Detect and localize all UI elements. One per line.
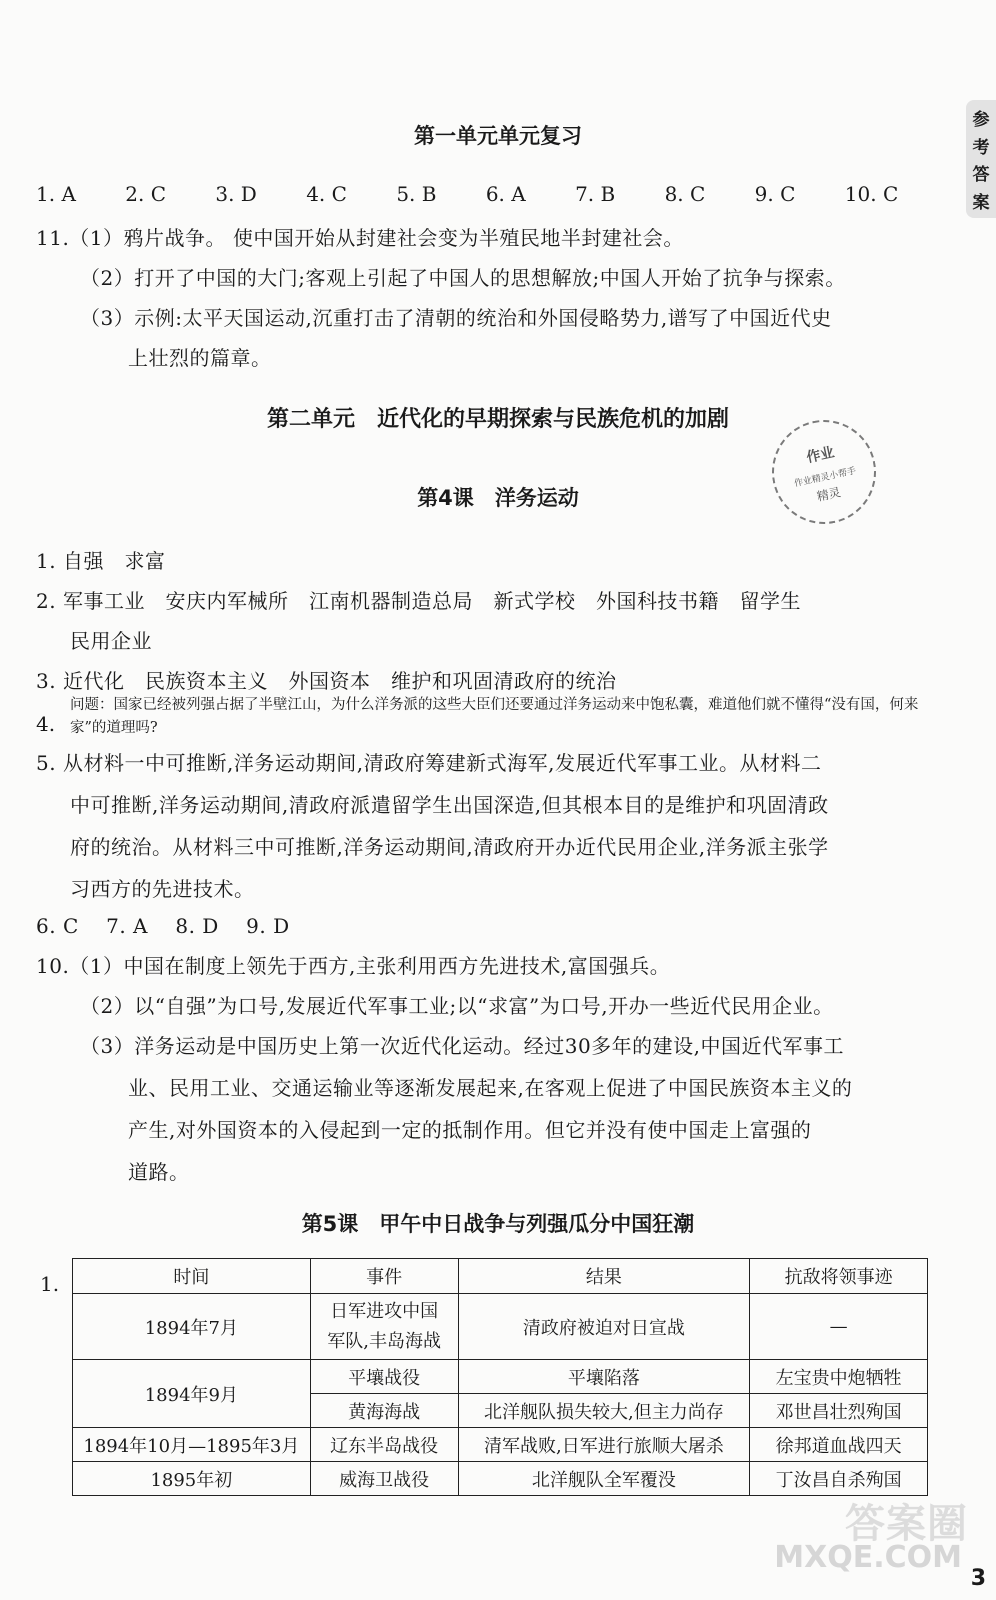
war-events-table (72, 1258, 928, 1496)
mcq-answer: 9. C (754, 182, 796, 206)
q11-part3-line2: 上壮烈的篇章。 (128, 346, 272, 370)
lesson4-q4-text: 问题：国家已经被列强占据了半壁江山，为什么洋务派的这些大臣们还要通过洋务运动来中饱私囊，难道他们就不懂得“没有国，何来家”的道理吗? (70, 697, 919, 736)
tab-char: 案 (972, 192, 990, 213)
lesson5-q1-number: 1. (40, 1272, 60, 1296)
tab-char: 考 (972, 137, 990, 158)
table-row (73, 1360, 928, 1394)
lesson4-q5-line4: 习西方的先进技术。 (70, 877, 255, 901)
cell-event: 辽东半岛战役 (310, 1428, 458, 1462)
lesson4-q5-line1: 5. 从材料一中可推断,洋务运动期间,清政府筹建新式海军,发展近代军事工业。从材料二 (36, 751, 822, 775)
lesson5-title: 第5课 甲午中日战争与列强瓜分中国狂潮 (301, 1212, 695, 1236)
mcq-answer: 10. C (844, 182, 899, 206)
page-number: 3 (970, 1566, 986, 1591)
cell-event-line: 军队,丰岛海战 (327, 1330, 442, 1352)
lesson4-q5-line3: 府的统治。从材料三中可推断,洋务运动期间,清政府开办近代民用企业,洋务派主张学 (70, 835, 829, 859)
cell-hero: 丁汝昌自杀殉国 (750, 1462, 928, 1496)
tab-char: 参 (972, 110, 990, 131)
table-header-row (73, 1259, 928, 1294)
lesson4-q10-part3-line3: 产生,对外国资本的入侵起到一定的抵制作用。但它并没有使中国走上富强的 (128, 1118, 812, 1142)
q11-part2: （2）打开了中国的大门;客观上引起了中国人的思想解放;中国人开始了抗争与探索。 (80, 266, 846, 290)
reference-answer-tab (966, 100, 996, 218)
cell-time: 1895年初 (73, 1462, 311, 1496)
watermark-url: MXQE.COM (774, 1540, 962, 1575)
cell-result: 清政府被迫对日宣战 (458, 1294, 750, 1360)
lesson4-q10-part3-line1: （3）洋务运动是中国历史上第一次近代化运动。经过30多年的建设,中国近代军事工 (80, 1034, 845, 1058)
lesson4-q5-line2: 中可推断,洋务运动期间,清政府派遣留学生出国深造,但其根本目的是维护和巩固清政 (70, 793, 829, 817)
lesson4-q2-line2: 民用企业 (70, 629, 152, 653)
header-time: 时间 (73, 1259, 311, 1294)
mcq-answer: 1. A (36, 182, 76, 206)
watermark-logo: 答案圈 (845, 1501, 968, 1547)
header-result: 结果 (458, 1259, 750, 1294)
cell-hero: — (750, 1294, 928, 1360)
cell-time: 1894年9月 (73, 1360, 311, 1428)
cell-event: 平壤战役 (310, 1360, 458, 1394)
cell-result: 北洋舰队全军覆没 (458, 1462, 750, 1496)
mcq-answer: 7. B (575, 182, 616, 206)
cell-time: 1894年10月—1895年3月 (73, 1428, 311, 1462)
cell-hero: 左宝贵中炮牺牲 (750, 1360, 928, 1394)
lesson4-q2-line1: 2. 军事工业 安庆内军械所 江南机器制造总局 新式学校 外国科技书籍 留学生 (36, 589, 801, 613)
mcq-answer: 5. B (396, 182, 437, 206)
stamp-text-bottom: 精灵 (815, 485, 842, 504)
stamp-text-top: 作业 (805, 444, 836, 467)
lesson4-q10-part3-line4: 道路。 (128, 1160, 190, 1184)
cell-event (310, 1294, 458, 1360)
cell-event-line: 日军进攻中国 (330, 1300, 439, 1322)
unit2-title: 第二单元 近代化的早期探索与民族危机的加剧 (266, 407, 729, 432)
table-row (73, 1428, 928, 1462)
q11-part3-line1: （3）示例:太平天国运动,沉重打击了清朝的统治和外国侵略势力,谱写了中国近代史 (80, 306, 832, 330)
header-event: 事件 (310, 1259, 458, 1294)
mcq-answer: 6. A (485, 182, 526, 206)
tab-char: 答 (972, 165, 990, 186)
lesson4-q10-part2: （2）以“自强”为口号,发展近代军事工业;以“求富”为口号,开办一些近代民用企业。 (80, 994, 834, 1018)
cell-hero: 邓世昌壮烈殉国 (750, 1394, 928, 1428)
lesson4-title: 第4课 洋务运动 (417, 486, 579, 510)
q11-part1: 11.（1）鸦片战争。 使中国开始从封建社会变为半殖民地半封建社会。 (36, 226, 684, 250)
mcq-answer: 2. C (125, 182, 166, 206)
cell-time: 1894年7月 (73, 1294, 311, 1360)
mcq-answer: 8. C (664, 182, 706, 206)
lesson4-q4-number: 4. (36, 712, 56, 736)
lesson4-q1: 1. 自强 求富 (36, 549, 166, 573)
lesson4-q10-part1: 10.（1）中国在制度上领先于西方,主张利用西方先进技术,富国强兵。 (36, 954, 671, 978)
cell-event: 威海卫战役 (310, 1462, 458, 1496)
stamp-text-middle: 作业精灵小帮手 (793, 466, 858, 490)
cell-result: 北洋舰队损失较大,但主力尚存 (458, 1394, 750, 1428)
header-hero: 抗敌将领事迹 (750, 1259, 928, 1294)
cell-event: 黄海海战 (310, 1394, 458, 1428)
table-row (73, 1294, 928, 1360)
lesson4-q10-part3-line2: 业、民用工业、交通运输业等逐渐发展起来,在客观上促进了中国民族资本主义的 (128, 1076, 853, 1100)
table-row (73, 1462, 928, 1496)
unit1-mcq-answers (36, 182, 898, 206)
lesson4-q6-9: 6. C 7. A 8. D 9. D (36, 914, 290, 938)
unit1-title: 第一单元单元复习 (414, 124, 582, 148)
mcq-answer: 3. D (215, 182, 257, 206)
lesson4-q3: 3. 近代化 民族资本主义 外国资本 维护和巩固清政府的统治 (36, 669, 617, 693)
mcq-answer: 4. C (306, 182, 347, 206)
cell-hero: 徐邦道血战四天 (750, 1428, 928, 1462)
cell-result: 平壤陷落 (458, 1360, 750, 1394)
cell-result: 清军战败,日军进行旅顺大屠杀 (458, 1428, 750, 1462)
